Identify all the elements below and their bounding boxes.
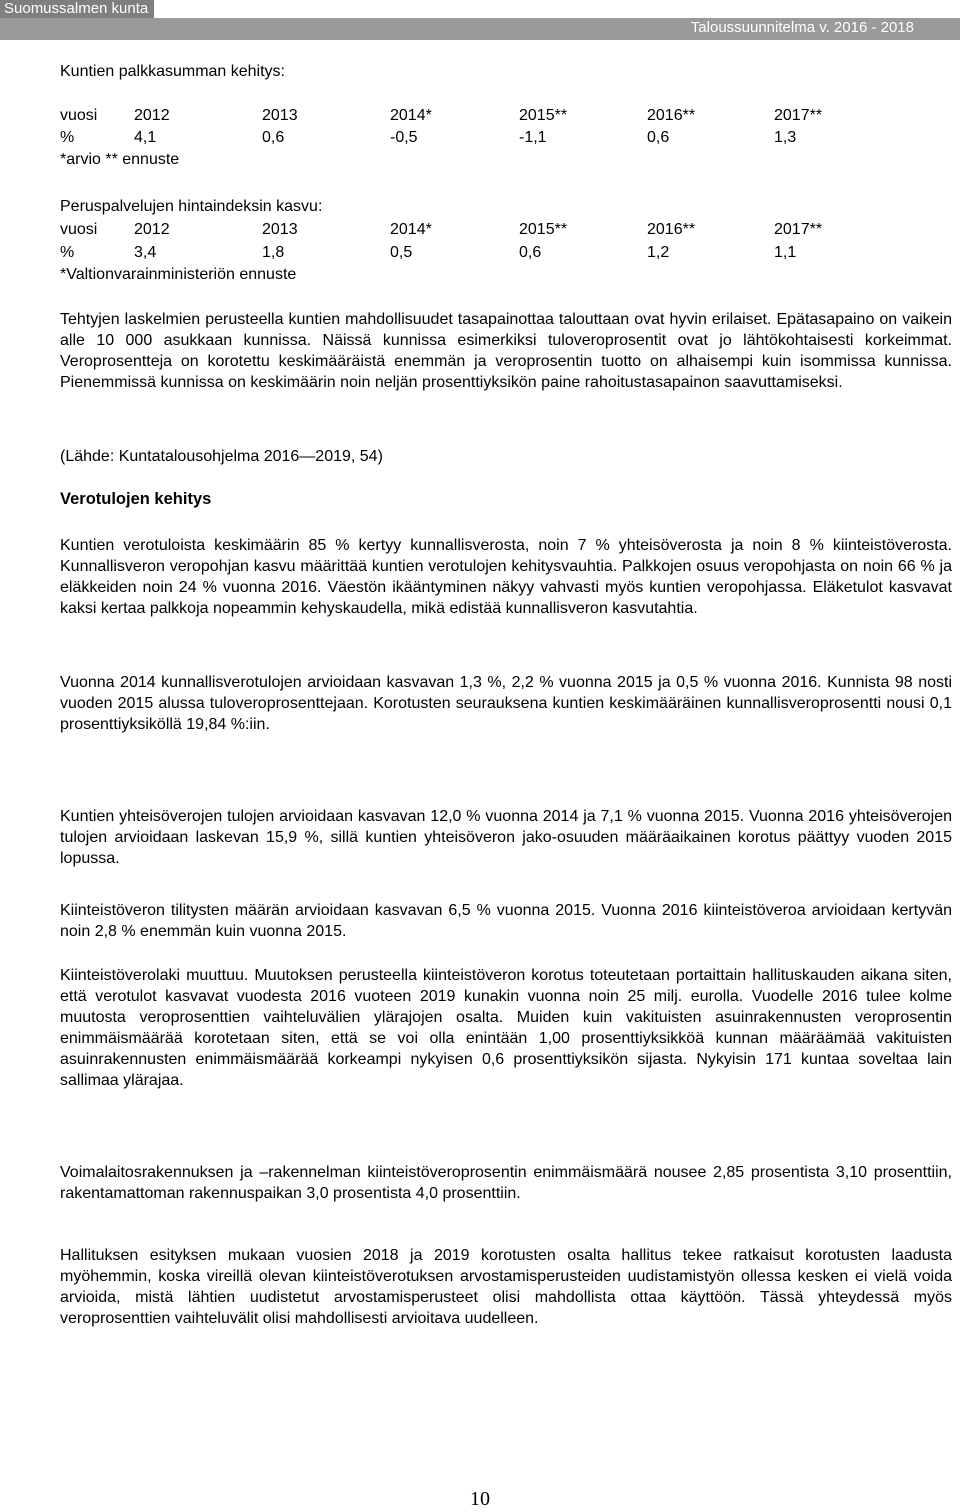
price-note: *Valtionvarainministeriön ennuste (60, 266, 297, 283)
page-header (0, 0, 960, 40)
wage-value-cell: -1,1 (519, 129, 547, 146)
paragraph-municipal-tax: Vuonna 2014 kunnallisverotulojen arvioidaan kasvavan 1,3 %, 2,2 % vuonna 2015 ja 0,5 % vuonna 2016. Kunnista 98 nosti vuoden 2015 alussa tuloveroprosenttejaan. Korotusten seurauksena kuntien keskimääräinen kunnallisveroprosentti nousi 0,1 prosenttiyksiköllä 19,84 %:iin. (60, 674, 952, 733)
price-values-row (60, 242, 952, 263)
price-year-cell: 2014* (390, 221, 432, 238)
wage-year-cell: 2012 (134, 107, 170, 124)
price-year-cell: 2017** (774, 221, 823, 238)
price-value-cell: 1,1 (774, 244, 797, 261)
price-value-cell: 1,8 (262, 244, 285, 261)
price-year-cell: 2012 (134, 221, 170, 238)
paragraph-tax-revenue: Kuntien verotuloista keskimäärin 85 % kertyy kunnallisverosta, noin 7 % yhteisöverosta ja noin 8 % kiinteistöverosta. Kunnallisveron veropohjan kasvu määrittää kuntien verotulojen kehitysvauhtia. Palkkojen osuus veropohjasta on noin 66 % ja eläkkeiden noin 24 % vuonna 2016. Väestön ikääntyminen näkyy vahvasti myös kuntien veropohjassa. Eläketulot kasvavat kaksi kertaa palkkoja nopeammin kehyskaudella, mikä edistää kunnallisveron kasvutahtia. (60, 537, 952, 617)
header-organization: Suomussalmen kunta (0, 0, 154, 18)
wage-year-cell: 2013 (262, 107, 298, 124)
wage-value-cell: 1,3 (774, 129, 797, 146)
paragraph-power-plant: Voimalaitosrakennuksen ja –rakennelman kiinteistöveroprosentin enimmäismäärä nousee 2,85 prosentista 3,10 prosenttiin, rakentamattoman rakennuspaikan 3,0 prosentista 4,0 prosenttiin. (60, 1164, 952, 1202)
source-citation: (Lähde: Kuntatalousohjelma 2016—2019, 54) (60, 448, 383, 465)
wage-value-cell: 0,6 (647, 129, 670, 146)
wage-value-cell: -0,5 (390, 129, 418, 146)
wage-years-label: vuosi (60, 107, 98, 124)
wage-year-cell: 2016** (647, 107, 696, 124)
wage-note: *arvio ** ennuste (60, 151, 180, 168)
wage-values-row (60, 127, 952, 148)
price-pct-label: % (60, 244, 75, 261)
paragraph-property-tax: Kiinteistöveron tilitysten määrän arvioidaan kasvavan 6,5 % vuonna 2015. Vuonna 2016 kiinteistöveroa arvioidaan kertyvän noin 2,8 % enemmän kuin vuonna 2015. (60, 902, 952, 940)
section-heading: Verotulojen kehitys (60, 490, 212, 508)
paragraph-balance: Tehtyjen laskelmien perusteella kuntien mahdollisuudet tasapainottaa talouttaan ovat hyvin erilaiset. Epätasapaino on vaikein alle 10 000 asukkaan kunnissa. Näissä kunnissa esimerkiksi tuloveroprosentit ovat jo lähtökohtaisesti korkeimmat. Veroprosentteja on korotettu keskimääräistä enemmän ja veroprosentin tuotto on alhaisempi kuin isommissa kunnissa. Pienemmissä kunnissa on keskimäärin noin neljän prosenttiyksikön paine rahoitustasapainon saavuttamiseksi. (60, 311, 952, 391)
wage-pct-label: % (60, 129, 75, 146)
page-number: 10 (470, 1488, 490, 1510)
wage-year-cell: 2017** (774, 107, 823, 124)
header-document-title: Taloussuunnitelma v. 2016 - 2018 (690, 19, 914, 36)
wage-year-cell: 2014* (390, 107, 432, 124)
price-years-label: vuosi (60, 221, 98, 238)
paragraph-government-proposal: Hallituksen esityksen mukaan vuosien 2018 ja 2019 korotusten osalta hallitus tekee ratkaisut korotusten laadusta myöhemmin, koska vireillä olevan kiinteistöverotuksen arvostamisperusteiden uudistamistyön ollessa kesken ei vielä voida arvioida, mistä lähtien uudistetut arvostamisperusteet olisi mahdollista ottaa käyttöön. Tässä yhteydessä myös veroprosenttien vaihteluvälit olisi mahdollisesti arvioitava uudelleen. (60, 1247, 952, 1327)
price-title: Peruspalvelujen hintaindeksin kasvu: (60, 198, 323, 215)
paragraph-corporate-tax: Kuntien yhteisöverojen tulojen arvioidaan kasvavan 12,0 % vuonna 2014 ja 7,1 % vuonna 2015. Vuonna 2016 yhteisöverojen tulojen arvioidaan laskevan 15,9 %, sillä kuntien yhteisöveron jako-osuuden määräaikainen korotus päättyy vuoden 2015 lopussa. (60, 808, 952, 867)
price-value-cell: 0,6 (519, 244, 542, 261)
price-value-cell: 1,2 (647, 244, 670, 261)
wage-title: Kuntien palkkasumman kehitys: (60, 63, 285, 80)
wage-years-row (60, 105, 952, 126)
price-value-cell: 3,4 (134, 244, 157, 261)
wage-value-cell: 4,1 (134, 129, 157, 146)
paragraph-property-tax-law: Kiinteistöverolaki muuttuu. Muutoksen perusteella kiinteistöveron korotus toteutetaan portaittain hallituskauden aikana siten, että verotulot kasvavat vuodesta 2016 vuoteen 2019 kunakin vuonna noin 25 milj. eurolla. Vuodelle 2016 tulee kolme muutosta veroprosenttien vaihteluvälien ylärajojen osalta. Muiden kuin vakituisten asuinrakennusten veroprosentin enimmäismäärää korotetaan siten, että se voi olla enintään 1,00 prosenttiyksikköä kunnan määräämää vakituisten asuinrakennusten enimmäismäärää korkeampi nykyisen 0,6 prosenttiyksikön sijasta. Nykyisin 171 kuntaa soveltaa lain sallimaa ylärajaa. (60, 967, 952, 1089)
wage-year-cell: 2015** (519, 107, 568, 124)
price-year-cell: 2015** (519, 221, 568, 238)
price-value-cell: 0,5 (390, 244, 413, 261)
price-year-cell: 2016** (647, 221, 696, 238)
wage-value-cell: 0,6 (262, 129, 285, 146)
price-years-row (60, 219, 952, 240)
price-year-cell: 2013 (262, 221, 298, 238)
